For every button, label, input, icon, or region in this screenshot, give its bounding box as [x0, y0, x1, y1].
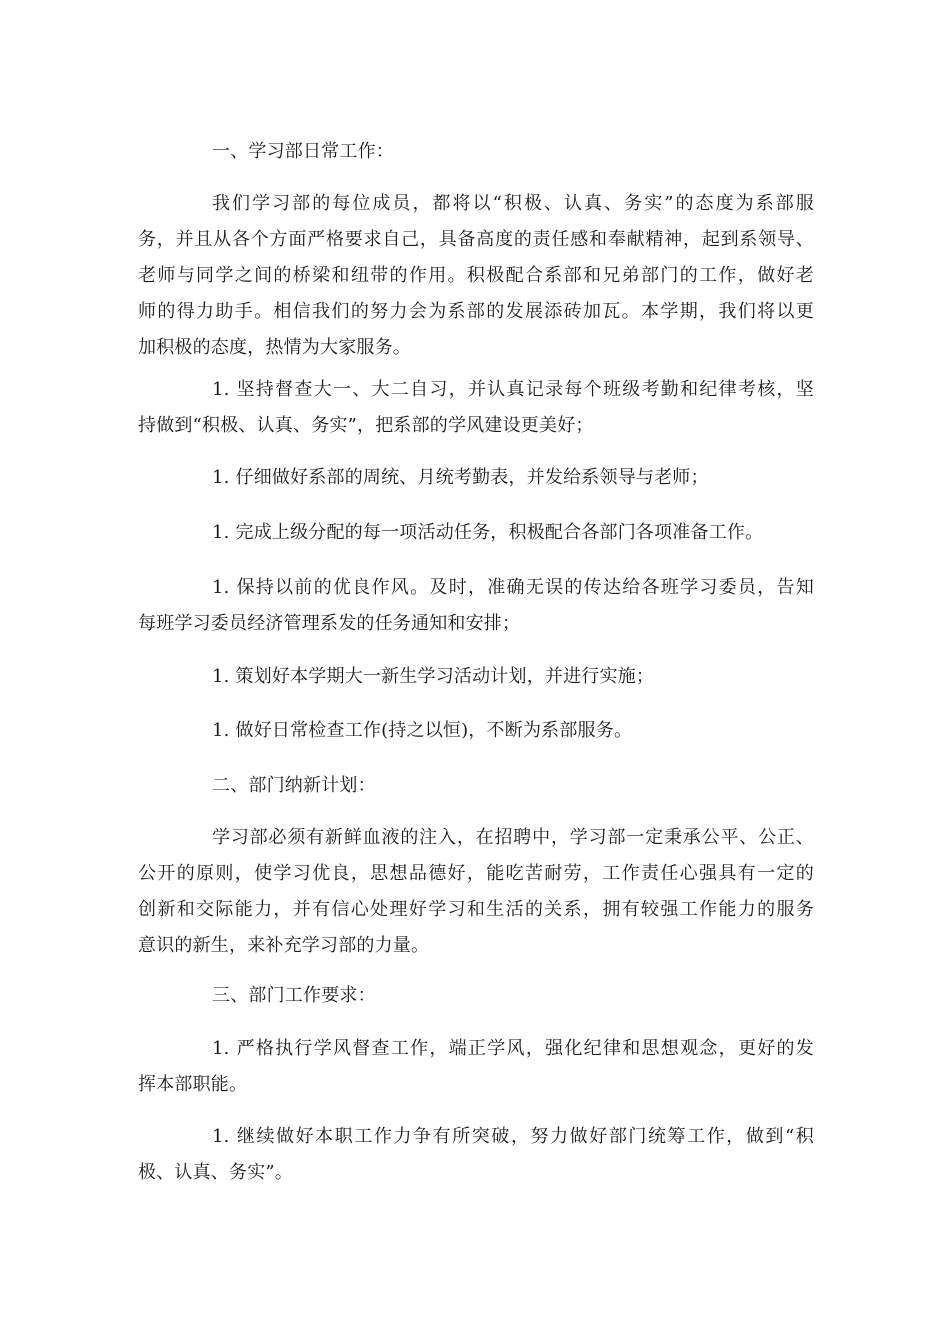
text-line: 1. 坚持督查大一、大二自习，并认真记录每个班级考勤和纪律考核，坚 [212, 379, 814, 400]
text-line: 1. 仔细做好系部的周统、月统考勤表，并发给系领导与老师； [212, 467, 709, 488]
text-line: 我们学习部的每位成员，都将以“积极、认真、务实”的态度为系部服 [212, 193, 814, 214]
text-line: 学习部必须有新鲜血液的注入，在招聘中，学习部一定秉承公平、公正、 [212, 827, 814, 848]
text-line: 师的得力助手。相信我们的努力会为系部的发展添砖加瓦。本学期，我们将以更 [138, 301, 814, 322]
text-line: 1. 完成上级分配的每一项活动任务，积极配合各部门各项准备工作。 [212, 522, 764, 543]
text-line: 加积极的态度，热情为大家服务。 [138, 337, 411, 358]
list-item [138, 1119, 814, 1191]
text-line: 1. 继续做好本职工作力争有所突破，努力做好部门统筹工作，做到“积 [212, 1126, 814, 1147]
text-line: 老师与同学之间的桥梁和纽带的作用。积极配合系部和兄弟部门的工作，做好老 [138, 265, 814, 286]
text-line: 1. 严格执行学风督查工作，端正学风，强化纪律和思想观念，更好的发 [212, 1038, 814, 1059]
paragraph-recruitment [138, 820, 814, 964]
section-heading-3 [138, 978, 814, 1014]
list-item [138, 659, 814, 695]
text-line: 1. 做好日常检查工作(持之以恒)，不断为系部服务。 [212, 720, 633, 741]
text-line: 二、部门纳新计划： [212, 775, 376, 796]
list-item [138, 515, 814, 551]
list-item [138, 570, 814, 642]
text-line: 公开的原则，使学习优良，思想品德好，能吃苦耐劳，工作责任心强具有一定的 [138, 863, 814, 884]
list-item [138, 713, 814, 749]
text-line: 每班学习委员经济管理系发的任务通知和安排； [138, 613, 521, 634]
text-line: 务，并且从各个方面严格要求自己，具备高度的责任感和奉献精神，起到系领导、 [138, 229, 814, 250]
section-heading-1 [138, 134, 814, 170]
text-line: 1. 保持以前的优良作风。及时，准确无误的传达给各班学习委员，告知 [212, 577, 814, 598]
text-line: 持做到“积极、认真、务实”，把系部的学风建设更美好； [138, 415, 594, 436]
text-line: 三、部门工作要求： [212, 985, 376, 1006]
section-heading-2 [138, 768, 814, 804]
list-item [138, 460, 814, 496]
text-line: 意识的新生，来补充学习部的力量。 [138, 935, 430, 956]
list-item [138, 372, 814, 444]
text-line: 一、学习部日常工作： [212, 141, 394, 162]
text-line: 挥本部职能。 [138, 1074, 248, 1095]
list-item [138, 1031, 814, 1103]
text-line: 1. 策划好本学期大一新生学习活动计划，并进行实施； [212, 666, 655, 687]
paragraph-intro [138, 186, 814, 366]
text-line: 创新和交际能力，并有信心处理好学习和生活的关系，拥有较强工作能力的服务 [138, 899, 814, 920]
text-line: 极、认真、务实”。 [138, 1162, 294, 1183]
